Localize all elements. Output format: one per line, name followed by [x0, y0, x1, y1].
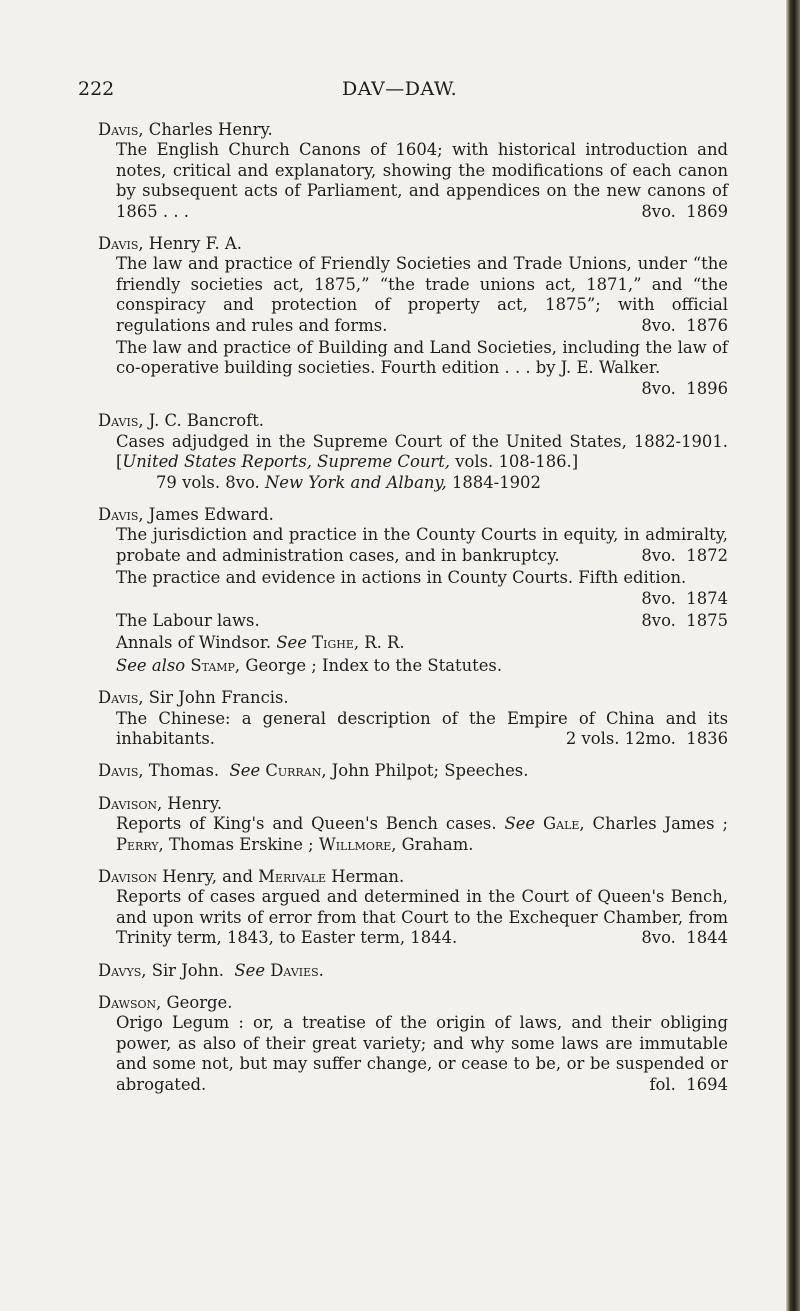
author-heading: Davis, Sir John Francis. — [98, 688, 289, 708]
work-item: The Labour laws. 8vo. 1875 — [116, 610, 728, 630]
catalogue-entry — [98, 234, 728, 399]
page-header — [0, 78, 800, 108]
work-item: The practice and evidence in actions in County Courts. Fifth edition. 8vo. 1874 — [116, 568, 728, 608]
author-heading: Davis, James Edward. — [98, 504, 274, 524]
catalogue-entries — [98, 120, 728, 1107]
work-item: Annals of Windsor. See Tighe, R. R. — [116, 633, 405, 653]
page-edge — [786, 0, 800, 1311]
catalogue-entry — [98, 761, 728, 781]
catalogue-entry — [98, 961, 728, 981]
author-heading: Davis, J. C. Bancroft. — [98, 411, 265, 431]
author-heading: Davison, Henry. — [98, 793, 223, 813]
author-heading: Dawson, George. — [98, 993, 233, 1013]
work-item: Reports of King's and Queen's Bench cases. See Gale, Charles James ; Perry, Thomas Erskine ; Willmore, Graham. — [116, 814, 728, 854]
catalogue-entry — [98, 411, 728, 493]
work-item: The English Church Canons of 1604; with historical introduction and notes, critical and explanatory, showing the modifications of each canon by subsequent acts of Parliament, and appendices on the new canons of 1865 . . . 8vo. 1869 — [116, 140, 728, 221]
work-item: See also Stamp, George ; Index to the Statutes. — [116, 655, 503, 675]
work-item: Origo Legum : or, a treatise of the origin of laws, and their obliging power, as also of their great variety; and why some laws are immutable and some not, but may suffer change, or cease to be, or be suspended or abrogated. fol. 1694 — [116, 1013, 728, 1094]
author-heading: Davis, Thomas. See Curran, John Philpot; Speeches. — [98, 761, 529, 781]
work-item: The law and practice of Friendly Societies and Trade Unions, under “the friendly societies act, 1875,” “the trade unions act, 1871,” and “the conspiracy and protection of property act, 1875”; with official regulations and rules and forms. 8vo. 1876 — [116, 254, 728, 335]
work-item: The Chinese: a general description of the Empire of China and its inhabitants. 2 vols. 12mo. 1836 — [116, 708, 728, 748]
catalogue-entry — [98, 688, 728, 749]
author-heading: Davis, Charles Henry. — [98, 120, 273, 139]
catalogue-entry — [98, 505, 728, 676]
work-item: The law and practice of Building and Land Societies, including the law of co-operative building societies. Fourth edition . . . by J. E. Walker. 8vo. 1896 — [116, 338, 728, 398]
author-heading: Davison Henry, and Merivale Herman. — [98, 867, 405, 886]
catalogue-entry — [98, 794, 728, 855]
catalogue-entry — [98, 993, 728, 1095]
author-heading: Davis, Henry F. A. — [98, 234, 242, 254]
page-number: 222 — [78, 78, 115, 100]
catalogue-entry — [98, 120, 728, 222]
work-item: Cases adjudged in the Supreme Court of the United States, 1882-1901. [United States Reports, Supreme Court, vols. 108-186.] 79 vols. 8vo. New York and Albany, 1884-1902 — [116, 431, 728, 492]
author-heading: Davys, Sir John. See Davies. — [98, 960, 324, 980]
work-item: The jurisdiction and practice in the County Courts in equity, in admiralty, probate and administration cases, and in bankruptcy. 8vo. 1872 — [116, 525, 728, 565]
running-head: DAV—DAW. — [342, 78, 458, 100]
work-item: Reports of cases argued and determined in the Court of Queen's Bench, and upon writs of error from that Court to the Exchequer Chamber, from Trinity term, 1843, to Easter term, 1844. 8vo. 1844 — [116, 887, 728, 948]
catalogue-entry — [98, 867, 728, 949]
